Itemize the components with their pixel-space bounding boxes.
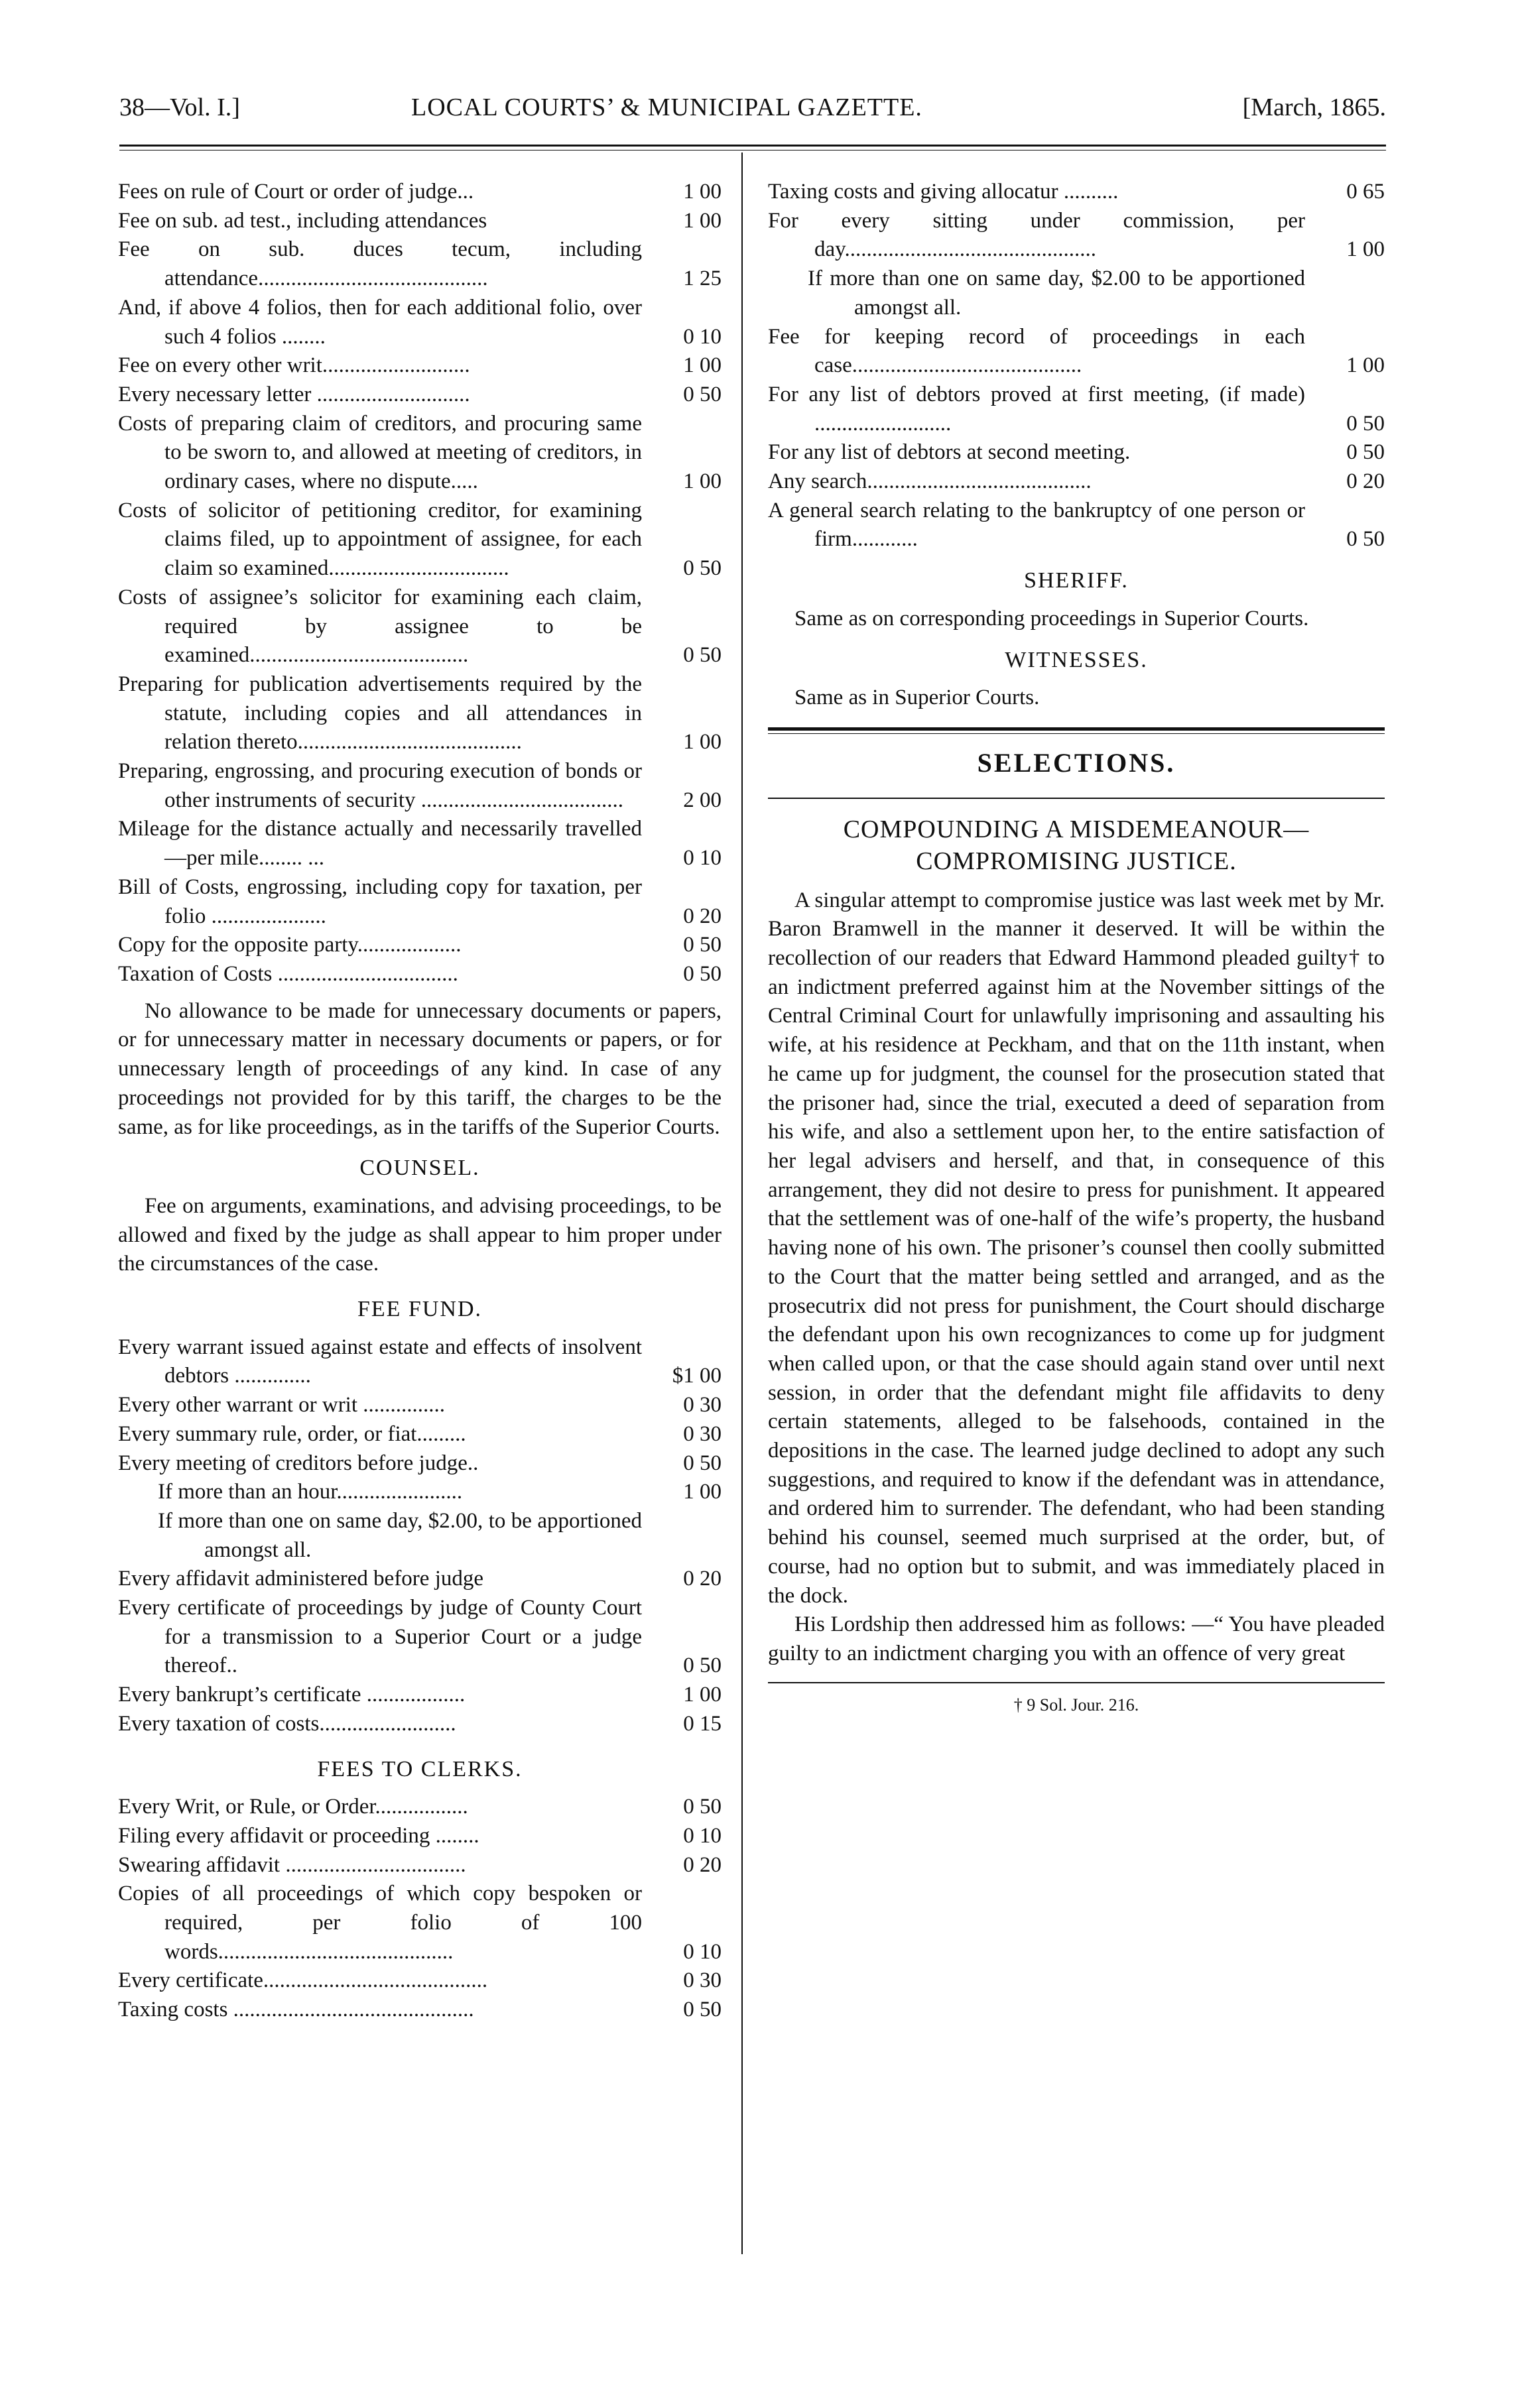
fee-row bbox=[118, 1966, 722, 1996]
fee-description: Copies of all proceedings of which copy bespoken or required, per folio of 100 words........................................... bbox=[118, 1882, 642, 1964]
column-divider bbox=[741, 152, 743, 2254]
fee-description: Bill of Costs, engrossing, including copy for taxation, per folio ..................... bbox=[118, 874, 642, 928]
fee-amount: 1 00 bbox=[683, 180, 722, 204]
fee-description: If more than an hour....................... bbox=[158, 1480, 463, 1504]
fee-row bbox=[768, 178, 1385, 207]
fee-amount: 1 00 bbox=[683, 1480, 722, 1504]
fee-amount: 0 30 bbox=[683, 1393, 722, 1417]
section-rule-thick bbox=[768, 727, 1385, 731]
fee-description: Costs of assignee’s solicitor for examining each claim, required by assignee to be examined........................................ bbox=[118, 585, 642, 668]
fee-row bbox=[118, 873, 722, 931]
fee-amount: 1 00 bbox=[1346, 237, 1385, 262]
fee-description: If more than one on same day, $2.00, to be apportioned amongst all. bbox=[158, 1508, 642, 1562]
selections-heading: SELECTIONS. bbox=[977, 747, 1176, 778]
fee-description: Copy for the opposite party................... bbox=[118, 933, 462, 957]
fee-amount: 1 00 bbox=[683, 469, 722, 494]
fee-description: Costs of solicitor of petitioning creditor, for examining claims filed, up to appointment of assignee, for each claim so examined................................. bbox=[118, 498, 642, 581]
fee-description: Every warrant issued against estate and effects of insolvent debtors .............. bbox=[118, 1335, 642, 1388]
fee-amount: 0 50 bbox=[683, 933, 722, 957]
fee-amount: 0 10 bbox=[683, 1823, 722, 1848]
bankruptcy-fee-list bbox=[768, 178, 1385, 554]
fee-description: Fee on sub. ad test., including attendances bbox=[118, 208, 487, 233]
fee-row bbox=[118, 1594, 722, 1681]
witnesses-heading: WITNESSES. bbox=[1005, 647, 1148, 672]
page-number: 38—Vol. I.] bbox=[119, 93, 240, 121]
fee-row bbox=[118, 235, 722, 293]
selections-rule bbox=[768, 798, 1385, 799]
fee-description: Preparing, engrossing, and procuring execution of bonds or other instruments of security ..................................... bbox=[118, 759, 642, 812]
counsel-paragraph: Fee on arguments, examinations, and advising proceedings, to be allowed and fixed by the judge as shall appear to him proper under the circumstances of the case. bbox=[118, 1193, 722, 1276]
article-body bbox=[768, 886, 1385, 1669]
fee-description: Costs of preparing claim of creditors, and procuring same to be sworn to, and allowed at meeting of creditors, in ordinary cases, where no dispute..... bbox=[118, 411, 642, 494]
right-column bbox=[768, 178, 1385, 1716]
fee-description: Every certificate of proceedings by judge of County Court for a transmission to a Superior Court or a judge thereof.. bbox=[118, 1596, 642, 1678]
footnote-rule bbox=[768, 1682, 1385, 1683]
fee-description: Every certificate......................................... bbox=[118, 1968, 488, 1993]
counsel-heading: COUNSEL. bbox=[359, 1156, 480, 1181]
fee-description: Taxing costs and giving allocatur .......... bbox=[768, 180, 1119, 204]
fee-description: Every other warrant or writ ............... bbox=[118, 1393, 446, 1417]
fee-description: Taxing costs ............................................ bbox=[118, 1998, 474, 2022]
fee-row bbox=[118, 1565, 722, 1594]
fee-amount: 0 50 bbox=[683, 1998, 722, 2022]
fee-description: Every summary rule, order, or fiat......... bbox=[118, 1421, 466, 1446]
footnote: † 9 Sol. Jour. 216. bbox=[1013, 1695, 1139, 1715]
fee-row bbox=[768, 207, 1385, 265]
fee-row bbox=[118, 410, 722, 497]
fee-row bbox=[118, 1391, 722, 1420]
fee-fund-list bbox=[118, 1333, 722, 1739]
fee-description: Every meeting of creditors before judge.. bbox=[118, 1451, 479, 1475]
fee-row bbox=[118, 960, 722, 989]
fee-row bbox=[768, 438, 1385, 467]
fee-amount: 0 20 bbox=[683, 904, 722, 928]
fee-row bbox=[118, 1851, 722, 1880]
fee-description: Fee on every other writ........................... bbox=[118, 353, 470, 378]
allowance-paragraph: No allowance to be made for unnecessary documents or papers, or for unnecessary matter in necessary documents or papers, or for unnecessary length of proceedings of any kind. In case of any proceedings not provided for by this tariff, the charges to be the same, as for like proceedings, as in the tariffs of the Superior Courts. bbox=[118, 998, 722, 1139]
fee-description: Every affidavit administered before judge bbox=[118, 1567, 484, 1591]
fee-fund-heading: FEE FUND. bbox=[357, 1297, 483, 1322]
fee-amount: 2 00 bbox=[683, 788, 722, 812]
fee-amount: 0 30 bbox=[683, 1968, 722, 1993]
fee-row bbox=[118, 757, 722, 815]
fee-amount: 0 30 bbox=[683, 1421, 722, 1446]
header-rule bbox=[119, 145, 1386, 147]
fee-row bbox=[118, 1880, 722, 1966]
fee-amount: 0 50 bbox=[683, 961, 722, 986]
fee-row bbox=[768, 265, 1385, 322]
fee-description: Swearing affidavit ................................. bbox=[118, 1852, 466, 1877]
issue-date: [March, 1865. bbox=[1242, 93, 1386, 121]
fee-amount: 0 50 bbox=[683, 382, 722, 406]
fee-amount: 0 50 bbox=[1346, 440, 1385, 465]
fee-row bbox=[118, 1681, 722, 1710]
clerks-fee-list bbox=[118, 1793, 722, 2025]
article-title: COMPOUNDING A MISDEMEANOUR— COMPROMISING JUSTICE. bbox=[843, 815, 1310, 875]
fee-description: Preparing for publication advertisements required by the statute, including copies and all attendances in relation thereto......................................... bbox=[118, 672, 642, 754]
fee-description: Any search......................................... bbox=[768, 469, 1092, 494]
fee-description: Fees on rule of Court or order of judge... bbox=[118, 180, 474, 204]
fee-amount: 0 20 bbox=[683, 1567, 722, 1591]
fee-amount: 0 50 bbox=[683, 1654, 722, 1678]
fee-amount: 0 50 bbox=[683, 1795, 722, 1819]
fee-row bbox=[118, 1449, 722, 1478]
fee-description: Mileage for the distance actually and necessarily travelled—per mile........ ... bbox=[118, 817, 642, 871]
article-paragraph-2: His Lordship then addressed him as follows: —“ You have pleaded guilty to an indictment charging you with an offence of very great bbox=[768, 1612, 1385, 1665]
clerks-heading: FEES TO CLERKS. bbox=[317, 1756, 523, 1781]
fee-row bbox=[118, 815, 722, 873]
fee-amount: 1 25 bbox=[683, 267, 722, 291]
fee-row bbox=[118, 207, 722, 236]
fee-amount: 0 10 bbox=[683, 846, 722, 871]
fee-description: For any list of debtors at second meeting. bbox=[768, 440, 1131, 465]
fee-amount: 1 00 bbox=[1346, 353, 1385, 378]
fee-row bbox=[118, 1996, 722, 2025]
fee-row bbox=[118, 1333, 722, 1391]
fee-amount: 0 65 bbox=[1346, 180, 1385, 204]
fee-row bbox=[118, 497, 722, 583]
fee-amount: 0 50 bbox=[683, 643, 722, 668]
fee-description: Every taxation of costs......................... bbox=[118, 1711, 456, 1736]
sheriff-heading: SHERIFF. bbox=[1024, 568, 1129, 593]
page-header bbox=[119, 93, 1386, 133]
fee-amount: 0 50 bbox=[683, 556, 722, 581]
fee-row bbox=[768, 323, 1385, 381]
fee-row bbox=[118, 1507, 722, 1565]
fee-row bbox=[118, 583, 722, 670]
fee-row bbox=[768, 467, 1385, 497]
article-paragraph-1: A singular attempt to compromise justice was last week met by Mr. Baron Bramwell in the manner it deserved. It will be within the recollection of our readers that Edward Hammond pleaded guilty† to an indictment preferred against him at the November sittings of the Central Criminal Court for unlawfully imprisoning and assaulting his wife, at his residence at Peckham, and that on the 11th instant, when he came up for judgment, the counsel for the prosecution stated that the prisoner had, since the trial, executed a deed of separation from his wife, and also a settlement upon her, to the entire satisfaction of her legal advisers and herself, and that, in consequence of this arrangement, they did not desire to press for punishment. It appeared that the settlement was of one-half of the wife’s property, the husband having none of his own. The prisoner’s counsel then coolly submitted to the Court that the matter being settled and arranged, and as the prosecutrix did not press for punishment, the Court should discharge the defendant upon his own recognizances to come up for judgment when called upon, or that the case should again stand over until next session, in order that the defendant might file affidavits to deny certain statements, alleged to be falsehoods, contained in the depositions in the case. The learned judge declined to adopt any such suggestions, and required to know if the defendant was in attendance, and ordered him to surrender. The defendant, who had been standing behind his counsel, seemed much surprised at the order, but, of course, had no option but to submit, and was immediately placed in the dock. bbox=[768, 888, 1385, 1608]
fee-amount: 1 00 bbox=[683, 353, 722, 378]
fee-amount: 0 15 bbox=[683, 1711, 722, 1736]
fee-description: Every bankrupt’s certificate .................. bbox=[118, 1683, 466, 1707]
fee-description: A general search relating to the bankruptcy of one person or firm............ bbox=[768, 498, 1305, 552]
fee-row bbox=[768, 497, 1385, 554]
fee-description: Every necessary letter ............................ bbox=[118, 382, 470, 406]
fee-row bbox=[118, 1822, 722, 1851]
fee-description: Every Writ, or Rule, or Order................. bbox=[118, 1795, 468, 1819]
witnesses-text: Same as in Superior Courts. bbox=[794, 686, 1040, 710]
publication-title: LOCAL COURTS’ & MUNICIPAL GAZETTE. bbox=[411, 93, 922, 121]
fee-row bbox=[118, 670, 722, 757]
fee-amount: 1 00 bbox=[683, 1683, 722, 1707]
fee-row bbox=[118, 1793, 722, 1822]
fee-list bbox=[118, 178, 722, 989]
fee-row bbox=[118, 1420, 722, 1449]
fee-amount: 0 50 bbox=[683, 1451, 722, 1475]
fee-row bbox=[118, 1710, 722, 1739]
fee-amount: 0 50 bbox=[1346, 411, 1385, 436]
fee-description: For any list of debtors proved at first meeting, (if made) ......................... bbox=[768, 382, 1305, 436]
fee-amount: 0 10 bbox=[683, 1939, 722, 1964]
fee-amount: 0 20 bbox=[683, 1852, 722, 1877]
fee-row bbox=[118, 1478, 722, 1507]
fee-amount: 1 00 bbox=[683, 208, 722, 233]
fee-description: For every sitting under commission, per day.............................................. bbox=[768, 208, 1305, 262]
fee-row bbox=[768, 381, 1385, 438]
fee-description: If more than one on same day, $2.00 to be apportioned amongst all. bbox=[808, 267, 1305, 320]
fee-row bbox=[118, 351, 722, 381]
fee-amount: 0 50 bbox=[1346, 527, 1385, 552]
fee-description: Filing every affidavit or proceeding ........ bbox=[118, 1823, 479, 1848]
fee-amount: 1 00 bbox=[683, 730, 722, 754]
fee-row bbox=[118, 381, 722, 410]
section-rule-thin bbox=[768, 733, 1385, 734]
fee-row bbox=[118, 178, 722, 207]
fee-row bbox=[118, 294, 722, 351]
fee-amount: 0 10 bbox=[683, 324, 722, 349]
left-column bbox=[118, 178, 722, 2025]
fee-description: Fee for keeping record of proceedings in each case.......................................... bbox=[768, 324, 1305, 378]
fee-description: Fee on sub. duces tecum, including attendance.......................................... bbox=[118, 237, 642, 291]
fee-amount: 0 20 bbox=[1346, 469, 1385, 494]
fee-amount: $1 00 bbox=[672, 1364, 722, 1388]
sheriff-text: Same as on corresponding proceedings in Superior Courts. bbox=[794, 606, 1309, 631]
fee-description: Taxation of Costs ................................. bbox=[118, 961, 458, 986]
fee-row bbox=[118, 931, 722, 960]
fee-description: And, if above 4 folios, then for each additional folio, over such 4 folios ........ bbox=[118, 295, 642, 349]
